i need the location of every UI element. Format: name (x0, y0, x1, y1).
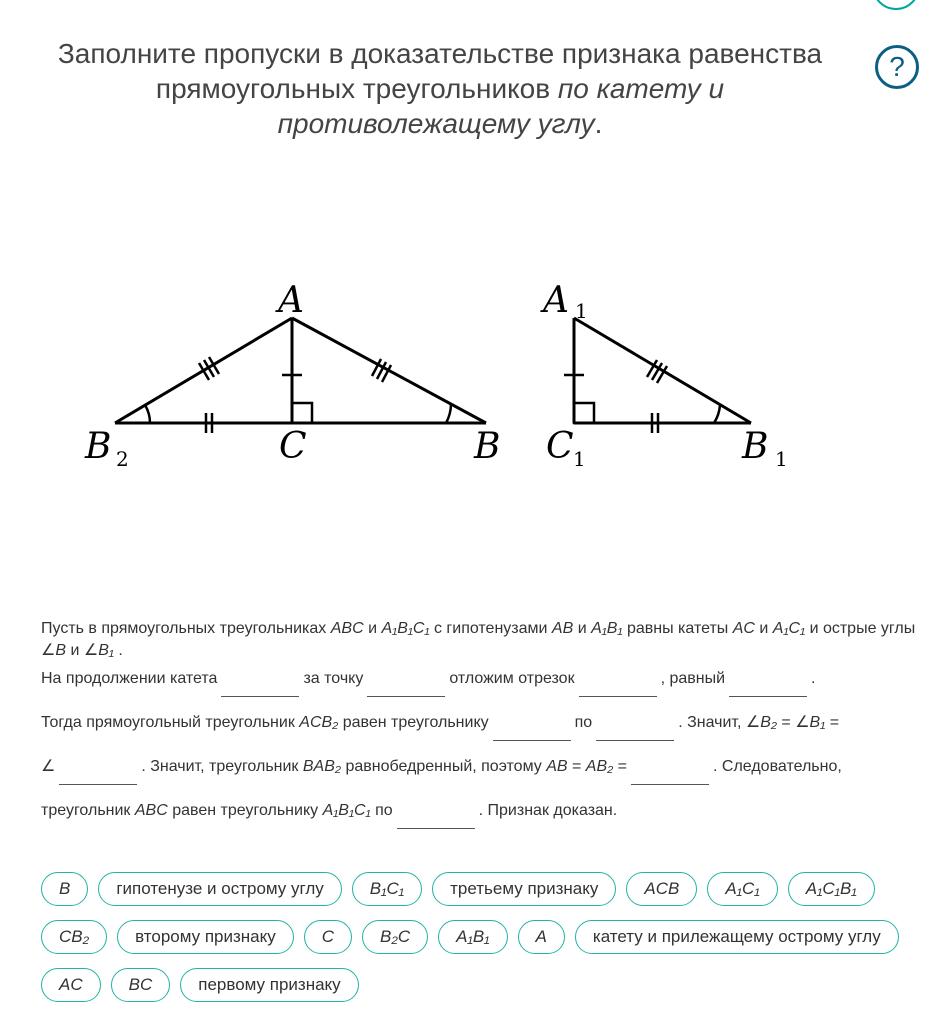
segment-a1-b1 (574, 318, 751, 423)
label-a1: A (543, 280, 569, 321)
label-b1-sub: 1 (775, 447, 788, 471)
label-c: C (279, 426, 307, 467)
blank-2[interactable] (367, 674, 445, 697)
proof-line-1: Пусть в прямоугольных треугольниках ABC и A₁B₁C₁ с гипотенузами AB и A₁B₁ равны катеты AC и A₁C₁ и острые углы ∠B и ∠B₁ . (41, 620, 916, 659)
question-icon: ? (889, 51, 905, 82)
page-title (30, 36, 850, 141)
answer-chip[interactable]: AC (41, 968, 101, 1002)
blank-8[interactable] (631, 762, 709, 785)
right-angle-mark (292, 403, 312, 423)
top-circle-fragment (872, 0, 920, 10)
blank-6[interactable] (596, 718, 674, 741)
answer-chip[interactable]: A₁C₁ (707, 872, 777, 906)
proof-line-5: треугольник ABC равен треугольнику A₁B₁C₁ по . Признак доказан. (41, 800, 921, 844)
angle-arc-b (446, 404, 451, 423)
proof-line-4: ∠ . Значит, треугольник BAB₂ равнобедренный, поэтому AB = AB₂ = . Следовательно, (41, 756, 921, 800)
blank-7[interactable] (59, 762, 137, 785)
answer-chip[interactable]: BC (111, 968, 171, 1002)
label-a: A (278, 280, 304, 321)
blank-9[interactable] (397, 806, 475, 829)
angle-arc-b1 (714, 405, 720, 423)
label-b: B (474, 426, 501, 467)
proof-line-2: На продолжении катета за точку отложим отрезок , равный . (41, 668, 921, 712)
answer-chip[interactable]: A (518, 920, 565, 954)
answer-chip[interactable]: CB₂ (41, 920, 107, 954)
answer-chip[interactable]: C (304, 920, 352, 954)
answer-chip[interactable]: B₁C₁ (352, 872, 422, 906)
proof-line-3: Тогда прямоугольный треугольник ACB₂ равен треугольнику по . Значит, ∠B₂ = ∠B₁ = (41, 712, 921, 756)
triangles-figure (0, 270, 952, 480)
answer-chip[interactable]: третьему признаку (432, 872, 616, 906)
answer-chip[interactable]: второму признаку (117, 920, 294, 954)
triple-tick-ab2 (199, 357, 219, 380)
label-b2: B (85, 426, 112, 467)
title-italic-text: по катету и противолежащему углу (277, 73, 725, 139)
answer-options (41, 872, 921, 1002)
label-c1-sub: 1 (573, 447, 586, 471)
label-a1-sub: 1 (575, 299, 588, 323)
answer-chip[interactable]: A₁C₁B₁ (788, 872, 875, 906)
answer-chip[interactable]: B (41, 872, 88, 906)
answer-chip[interactable]: первому признаку (180, 968, 358, 1002)
right-angle-mark-1 (574, 403, 594, 423)
help-button[interactable] (875, 45, 919, 89)
blank-4[interactable] (729, 674, 807, 697)
proof-text (41, 618, 921, 844)
blank-1[interactable] (221, 674, 299, 697)
label-c1: C (546, 426, 574, 467)
angle-arc-b2 (145, 405, 150, 423)
answer-chip[interactable]: B₂C (362, 920, 428, 954)
answer-chip[interactable]: гипотенузе и острому углу (98, 872, 341, 906)
answer-chip[interactable]: A₁B₁ (438, 920, 507, 954)
label-b1: B (742, 426, 769, 467)
title-period: . (594, 108, 603, 139)
blank-3[interactable] (579, 674, 657, 697)
title-text: Заполните пропуски в доказательстве признака равенства прямоугольных треугольников (57, 38, 823, 104)
answer-chip[interactable]: катету и прилежащему острому углу (575, 920, 899, 954)
blank-5[interactable] (493, 718, 571, 741)
answer-chip[interactable]: ACB (626, 872, 697, 906)
label-b2-sub: 2 (116, 447, 129, 471)
